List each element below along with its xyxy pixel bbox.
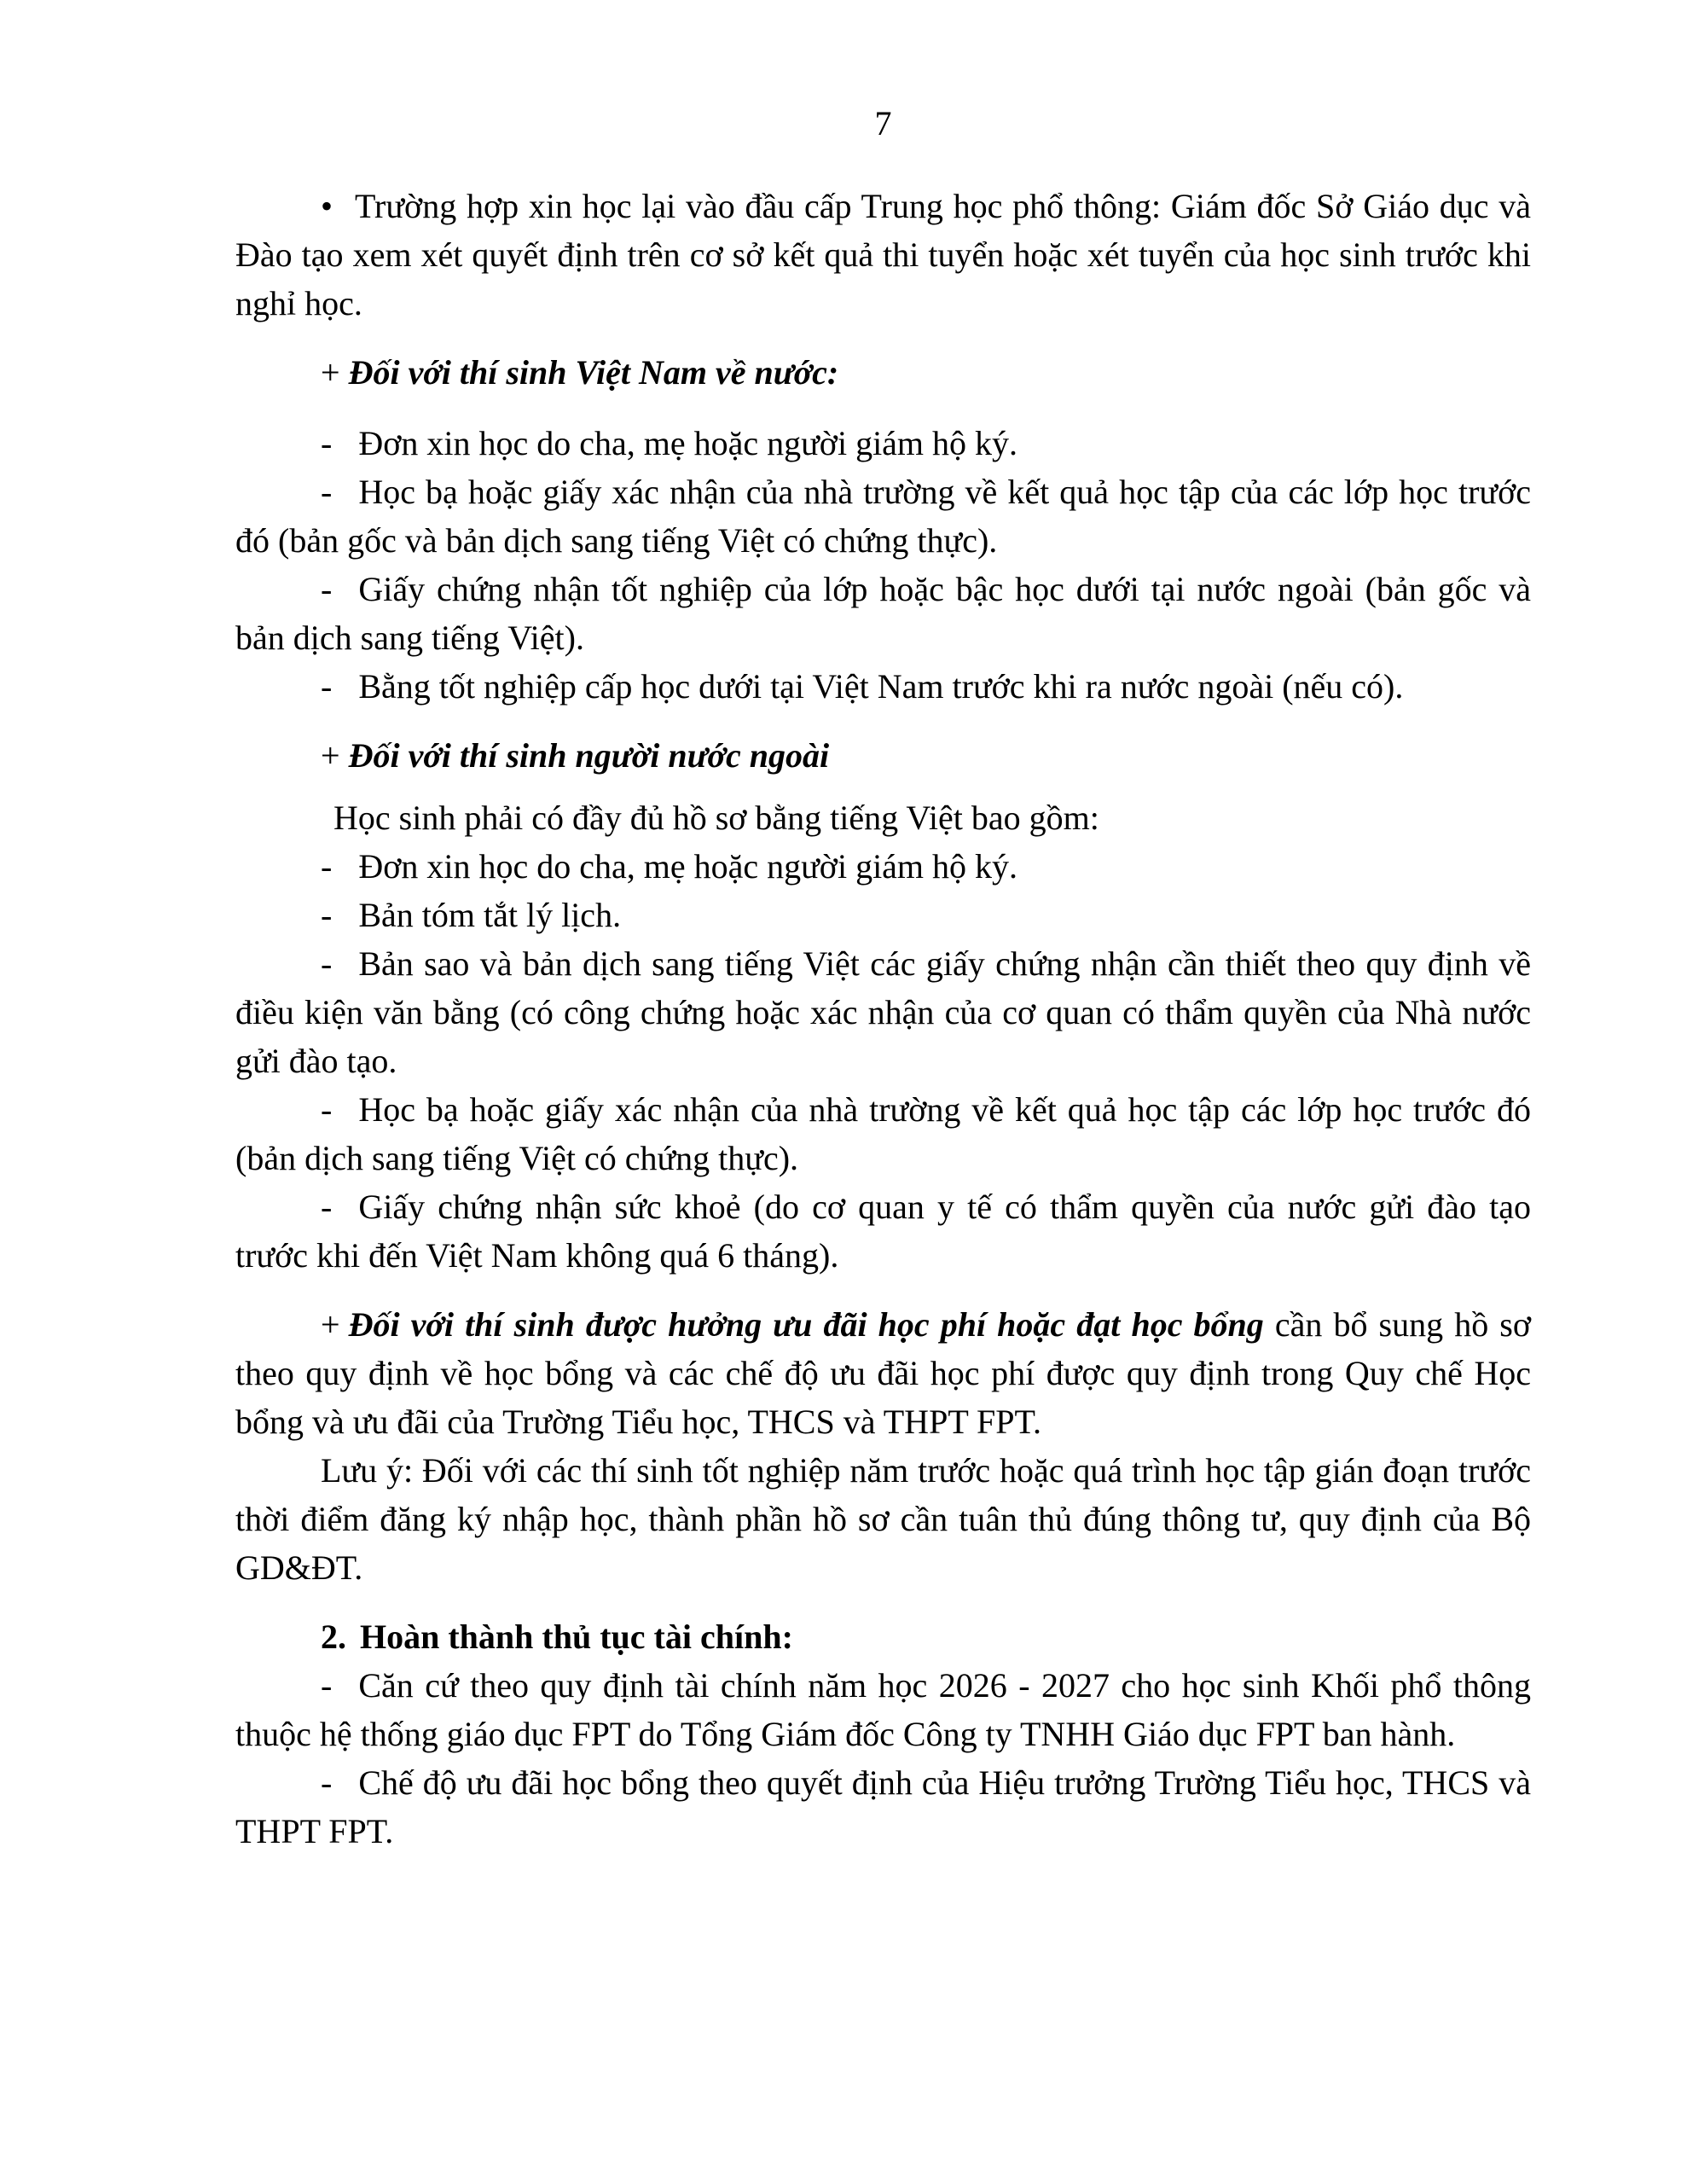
paragraph-text: Trường hợp xin học lại vào đầu cấp Trung học phổ thông: Giám đốc Sở Giáo dục và Đào tạo xem xét quyết định trên cơ sở kết quả thi tuyển hoặc xét tuyển của học sinh trước khi nghỉ học. [235,187,1531,322]
list-item-text: Giấy chứng nhận tốt nghiệp của lớp hoặc bậc học dưới tại nước ngoài (bản gốc và bản dịch sang tiếng Việt). [235,570,1531,657]
section-number: 2. [321,1618,346,1656]
heading-foreign-candidate [235,731,1531,780]
dash-marker: - [321,1763,333,1802]
dash-marker: - [321,667,333,706]
heading-text: Đối với thí sinh người nước ngoài [348,736,830,775]
list-item-text: Giấy chứng nhận sức khoẻ (do cơ quan y tế có thẩm quyền của nước gửi đào tạo trước khi đến Việt Nam không quá 6 tháng). [235,1188,1531,1275]
dash-marker: - [321,570,333,608]
list-item [235,419,1531,468]
section-title: Hoàn thành thủ tục tài chính: [360,1618,793,1656]
list-item-text: Chế độ ưu đãi học bổng theo quyết định của Hiệu trưởng Trường Tiểu học, THCS và THPT FPT. [235,1763,1531,1850]
list-item [235,1182,1531,1280]
list-item [235,1085,1531,1182]
dash-marker: - [321,473,333,511]
page-number: 7 [874,104,892,142]
list-item-text: Đơn xin học do cha, mẹ hoặc người giám hộ ký. [358,847,1018,886]
list-item-text: Căn cứ theo quy định tài chính năm học 2026 - 2027 cho học sinh Khối phổ thông thuộc hệ thống giáo dục FPT do Tổng Giám đốc Công ty TNHH Giáo dục FPT ban hành. [235,1666,1531,1753]
heading-vn-returnee [235,348,1531,397]
list-item [235,939,1531,1085]
heading-text: Đối với thí sinh Việt Nam về nước: [348,353,839,392]
dash-marker: - [321,424,333,462]
list-item [235,1661,1531,1758]
list-item [235,1758,1531,1856]
list-item-text: Học bạ hoặc giấy xác nhận của nhà trường về kết quả học tập các lớp học trước đó (bản dịch sang tiếng Việt có chứng thực). [235,1090,1531,1177]
list-item-text: Bằng tốt nghiệp cấp học dưới tại Việt Nam trước khi ra nước ngoài (nếu có). [358,667,1404,706]
list-item-text: Học bạ hoặc giấy xác nhận của nhà trường về kết quả học tập của các lớp học trước đó (bản gốc và bản dịch sang tiếng Việt có chứng thực). [235,473,1531,560]
paragraph-reenroll-case [235,182,1531,328]
list-item [235,842,1531,891]
list-item [235,468,1531,565]
list-item [235,565,1531,662]
dash-marker: - [321,944,333,983]
list-item-text: Đơn xin học do cha, mẹ hoặc người giám hộ ký. [358,424,1018,462]
paragraph-dossier-intro: Học sinh phải có đầy đủ hồ sơ bằng tiếng Việt bao gồm: [333,799,1099,837]
heading-tail-text: cần bổ sung hồ sơ theo quy định về học bổng và các chế độ ưu đãi học phí được quy định trong Quy chế Học bổng và ưu đãi của Trường Tiểu học, THCS và THPT FPT. [235,1305,1532,1441]
paragraph-note: Lưu ý: Đối với các thí sinh tốt nghiệp năm trước hoặc quá trình học tập gián đoạn trước thời điểm đăng ký nhập học, thành phần hồ sơ cần tuân thủ đúng thông tư, quy định của Bộ GD&ĐT. [235,1451,1531,1587]
dash-marker: - [321,847,333,886]
bullet-icon: • [321,187,333,225]
dash-marker: - [321,896,333,934]
list-item-text: Bản tóm tắt lý lịch. [358,896,622,934]
heading-text: Đối với thí sinh được hưởng ưu đãi học phí hoặc đạt học bổng [348,1305,1264,1344]
plus-prefix: + [321,1305,340,1344]
section-2-heading [235,1612,1531,1661]
plus-prefix: + [321,353,340,392]
list-item [235,891,1531,939]
plus-prefix: + [321,736,340,775]
dash-marker: - [321,1188,333,1226]
dash-marker: - [321,1090,333,1129]
list-item [235,662,1531,711]
list-item-text: Bản sao và bản dịch sang tiếng Việt các giấy chứng nhận cần thiết theo quy định về điều kiện văn bằng (có công chứng hoặc xác nhận của cơ quan có thẩm quyền của Nhà nước gửi đào tạo. [235,944,1531,1080]
dash-marker: - [321,1666,333,1705]
heading-scholarship-candidate [235,1300,1531,1446]
